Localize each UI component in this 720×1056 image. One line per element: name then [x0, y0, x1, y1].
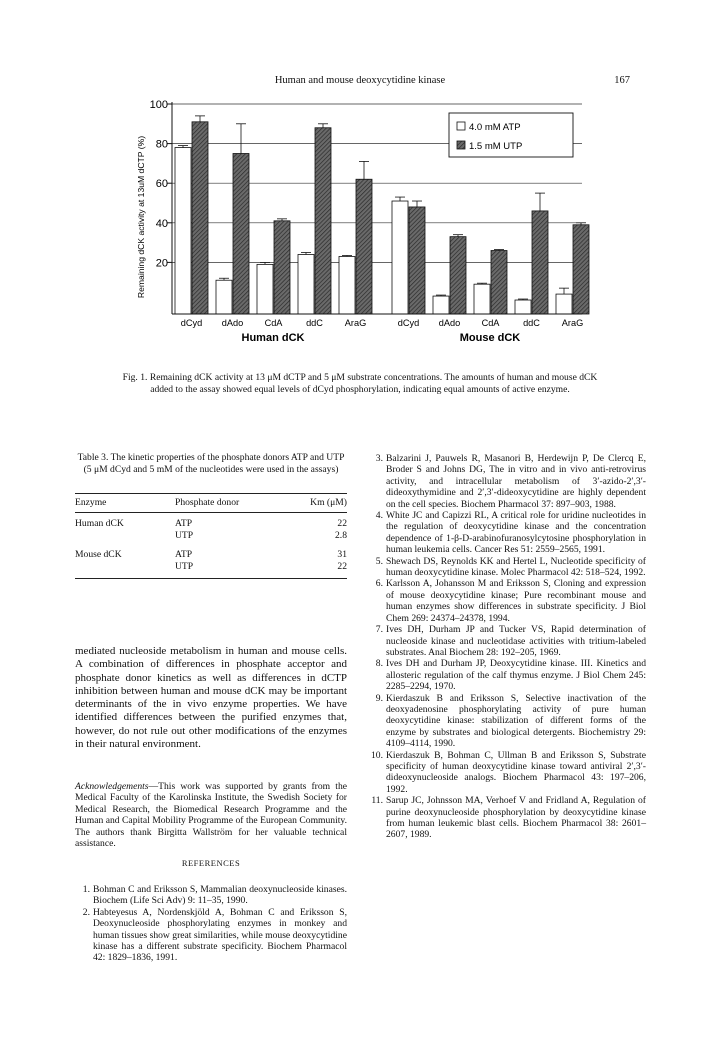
reference-item [75, 907, 347, 964]
x-tick-label: dCyd [397, 318, 420, 328]
acknowledgements: Acknowledgements—This work was supported by grants from the Medical Faculty of the Karolinska Institute, the Swedish Society for Medical Research, the Biomedical Research Programme and the Human and Capital Mobility Programme of the European Community. The authors thank Birgitta Wallström for her valuable technical assistance. [75, 781, 347, 850]
y-tick-label: 60 [155, 178, 168, 191]
legend-swatch-utp [457, 141, 465, 149]
group-label: Human dCK [241, 332, 305, 344]
reference-number: 6. [375, 578, 383, 590]
bar-atp [392, 201, 408, 314]
reference-item [368, 578, 646, 624]
reference-number: 7. [375, 624, 383, 636]
x-tick-label: CdA [481, 318, 500, 328]
reference-text: Ives DH and Durham JP, Deoxycytidine kinase. III. Kinetics and allosteric regulation of the calf thymus enzyme. J Biol Chem 245: 2285–2294, 1970. [386, 658, 646, 693]
references-heading: REFERENCES [181, 858, 241, 868]
reference-list-right [368, 453, 646, 841]
reference-number: 10. [371, 749, 383, 761]
x-tick-label: CdA [264, 318, 283, 328]
x-tick-label: dAdo [221, 318, 244, 328]
page-number: 167 [614, 75, 630, 86]
reference-item [368, 624, 646, 658]
figure-1-bar-chart [120, 92, 590, 350]
bar-atp [433, 296, 449, 314]
reference-number: 9. [375, 692, 383, 704]
bar-utp [315, 128, 331, 314]
reference-item [75, 884, 347, 907]
bar-atp [175, 148, 191, 314]
table-cell-km: 31 22 [285, 549, 347, 579]
legend-swatch-atp [457, 122, 465, 130]
reference-item [368, 556, 646, 579]
x-tick-label: AraG [344, 318, 367, 328]
y-tick-label: 100 [149, 99, 168, 111]
reference-number: 11. [371, 795, 383, 807]
bar-atp [515, 300, 531, 314]
table-cell-donor: ATP UTP [175, 518, 194, 541]
y-tick-label: 20 [155, 257, 168, 270]
chart-legend [449, 113, 573, 157]
running-title: Human and mouse deoxycytidine kinase [274, 75, 446, 86]
bar-utp [532, 211, 548, 314]
reference-text: Karlsson A, Johansson M and Eriksson S, Cloning and expression of mouse deoxycytidine kinase; Pure recombinant mouse and human enzymes show differences in substrate specificity. J Biol Chem 269: 24374–24378, 1994. [386, 578, 646, 624]
group-label: Mouse dCK [459, 332, 521, 344]
y-tick-label: 40 [155, 217, 168, 230]
reference-text: Balzarini J, Pauwels R, Masanori B, Herdewijn P, De Clercq E, Broder S and Johns DG, The in vitro and in vivo anti-retrovirus activity, and intracellular metabolism of 3′-azido-2′,3′-dideoxythymidine and 2′,3′-dideoxycytidine are highly dependent on the cell species. Biochem Pharmacol 37: 897–903, 1988. [386, 453, 646, 510]
bar-utp [192, 122, 208, 314]
table-cell-enzyme: Human dCK [75, 518, 124, 529]
reference-text: Habteyesus A, Nordenskjöld A, Bohman C and Eriksson S, Deoxynucleoside phosphorylating enzymes in monkey and human tissues show great similarities, while mouse deoxycytidine kinase has a different substrate specificity. Biochem Pharmacol 42: 1829–1836, 1991. [93, 906, 347, 964]
table-cell-enzyme: Mouse dCK [75, 549, 175, 579]
bar-atp [556, 294, 572, 314]
table-header-enzyme: Enzyme [75, 494, 175, 513]
reference-text: Shewach DS, Reynolds KK and Hertel L, Nucleotide specificity of human deoxycytidine kinase. Molec Pharmacol 42: 518–524, 1992. [386, 555, 646, 579]
bar-utp [573, 225, 589, 314]
reference-number: 3. [375, 453, 383, 464]
reference-number: 2. [82, 906, 90, 918]
figure-caption: Fig. 1. Remaining dCK activity at 13 μM dCTP and 5 μM substrate concentrations. The amounts of human and mouse dCK added to the assay showed equal levels of dCyd phosphorylation, indicating equal amounts of active enzyme. [122, 372, 598, 395]
bar-atp [298, 254, 314, 314]
table-cell-donor: ATP UTP [175, 549, 285, 579]
body-paragraph: mediated nucleoside metabolism in human and mouse cells. A combination of differences in phosphate acceptor and phosphate donor kinetics as well as differences in dCTP inhibition between human and mouse dCK may be important determinants of the in vivo enzyme properties. We have identified differences between the purified enzymes that, however, do not rule out other modifications of the enzymes in their natural environment. [75, 645, 347, 751]
reference-number: 8. [375, 658, 383, 670]
table-cell-km: 22 2.8 [335, 518, 347, 541]
reference-text: Kierdaszuk B and Eriksson S, Selective inactivation of the deoxyadenosine phosphorylating activity of pure human deoxycytidine kinase: stabilization of different forms of the enzyme by substrates and biological detergents. Biochemistry 29: 4109–4114, 1990. [386, 692, 646, 750]
y-axis-label: Remaining dCK activity at 13uM dCTP (%) [136, 135, 146, 299]
x-tick-label: ddC [523, 318, 540, 328]
table-header-donor: Phosphate donor [175, 494, 285, 513]
bar-utp [233, 154, 249, 315]
legend-label: 4.0 mM ATP [469, 122, 521, 133]
reference-item [368, 510, 646, 556]
bar-utp [356, 179, 372, 314]
reference-number: 1. [82, 884, 90, 895]
reference-text: Sarup JC, Johnsson MA, Verhoef V and Fridland A, Regulation of purine deoxynucleoside phosphorylation by deoxycytidine kinase from human leukemic blast cells. Biochem Pharmacol 38: 2601–2607, 1989. [386, 795, 646, 841]
table-caption: Table 3. The kinetic properties of the phosphate donors ATP and UTP (5 μM dCyd and 5 mM of the nucleotides were used in the assays) [77, 452, 345, 475]
reference-text: Bohman C and Eriksson S, Mammalian deoxynucleoside kinases. Biochem (Life Sci Adv) 9: 11–35, 1990. [93, 884, 347, 907]
table-header-km: Km (μM) [285, 494, 347, 513]
kinetics-table [75, 493, 347, 579]
reference-item [368, 658, 646, 692]
reference-item [368, 750, 646, 796]
bar-atp [216, 280, 232, 314]
reference-item [368, 453, 646, 510]
bar-atp [339, 256, 355, 314]
reference-text: Ives DH, Durham JP and Tucker VS, Rapid determination of nucleoside kinase and nucleotidase activities with tritium-labeled substrates. Anal Biochem 28: 192–205, 1969. [386, 624, 646, 658]
x-tick-label: dCyd [180, 318, 203, 328]
bar-utp [274, 221, 290, 314]
x-tick-label: dAdo [438, 318, 461, 328]
x-tick-label: AraG [561, 318, 584, 328]
bar-utp [491, 251, 507, 314]
bar-atp [257, 264, 273, 314]
reference-list-left [75, 884, 347, 964]
bar-utp [450, 237, 466, 314]
y-tick-label: 80 [155, 138, 168, 151]
reference-number: 4. [375, 510, 383, 522]
reference-text: Kierdaszuk B, Bohman C, Ullman B and Eriksson S, Substrate specificity of human deoxycytidine kinase toward antiviral 2′,3′-dideoxynucleoside analogs. Biochem Pharmacol 43: 197–206, 1992. [386, 749, 646, 795]
reference-text: White JC and Capizzi RL, A critical role for uridine nucleotides in the regulation of deoxycytidine kinase and the concentration dependence of 1-β-D-arabinofuranosylcytosine phosphorylation in human leukemia cells. Cancer Res 51: 2559–2565, 1991. [386, 510, 646, 556]
bar-utp [409, 207, 425, 314]
reference-item [368, 795, 646, 841]
reference-number: 5. [375, 555, 383, 567]
reference-item [368, 693, 646, 750]
legend-label: 1.5 mM UTP [469, 141, 523, 152]
bar-atp [474, 284, 490, 314]
x-tick-label: ddC [306, 318, 323, 328]
